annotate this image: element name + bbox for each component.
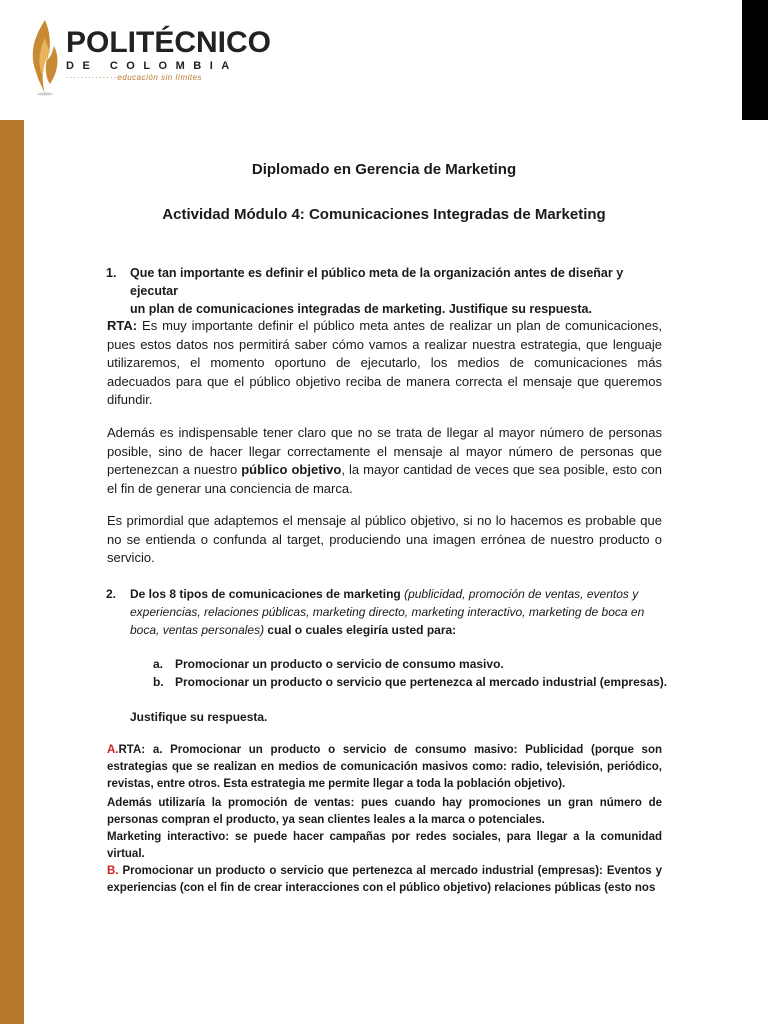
side-accent-bar [0, 120, 24, 1024]
answer-1-paragraph-2: Además es indispensable tener claro que no se trata de llegar al mayor número de personas posible, sino de hacer llegar correctamente el mensaje al mayor número de personas que pertenezcan a nuestro público objetivo, la mayor cantidad de veces que sea posible, esto con el fin de generar una conciencia de marca. [107, 425, 663, 496]
answer-2-a-3: Marketing interactivo: se puede hacer campañas por redes sociales, para llegar a la comunidad virtual. [107, 831, 662, 860]
option-a: a. Promocionar un producto o servicio de consumo masivo. [153, 657, 504, 671]
logo-tagline: ··············educación sin límites [66, 73, 203, 82]
answer-2-a: A.RTA: a. Promocionar un producto o servicio de consumo masivo: Publicidad (porque son estrategias que se realizan en medios de comunicación masivos como: radio, televisión, periódico, revistas, entre otros. Esta estrategia me permite llegar a toda la población objetivo). [107, 744, 662, 790]
answer-1-paragraph-3: Es primordial que adaptemos el mensaje al público objetivo, si no lo hacemos es probable que no se entienda o confunda al target, produciendo una imagen errónea de nuestro producto o servicio. [107, 513, 662, 565]
logo-sub: DE COLOMBIA [66, 60, 238, 72]
option-b: b. Promocionar un producto o servicio que pertenezca al mercado industrial (empresas). [153, 675, 668, 689]
politecnico-logo [28, 18, 272, 98]
rta-label: RTA: [107, 318, 138, 333]
document-title: Diplomado en Gerencia de Marketing [251, 161, 517, 178]
activity-title: Actividad Módulo 4: Comunicaciones Integradas de Marketing [162, 206, 606, 223]
answer-1-paragraph-1: RTA: Es muy importante definir el público meta antes de realizar un plan de comunicaciones, pues estos datos nos permitirá saber cómo vamos a realizar nuestra estrategia, que lenguaje utilizaremos, el momento oportuno de ejecutarlo, los medios de comunicaciones más adecuados para que el público objetivo reciba de manera correcta el mensaje que queremos difundir. [107, 318, 663, 407]
corner-block [742, 0, 768, 120]
question-2: 2. De los 8 tipos de comunicaciones de marketing (publicidad, promoción de ventas, eventos y experiencias, relaciones públicas, marketing directo, marketing interactivo, marketing de boca en boca, ventas personales) cual o cuales elegiría usted para: [106, 587, 645, 637]
justify-prompt: Justifique su respuesta. [130, 710, 268, 724]
answer-2-a-2: Además utilizaría la promoción de ventas: pues cuando hay promociones un gran número de personas compran el producto, ya sean clientes leales a la marca o potenciales. [107, 797, 662, 826]
question-1: 1. Que tan importante es definir el público meta de la organización antes de diseñar y ejecutar un plan de comunicaciones integradas de marketing. Justifique su respuesta. [106, 266, 624, 316]
logo-name: POLITÉCNICO [66, 26, 272, 59]
flame-icon [28, 18, 62, 96]
answer-2-b: B. Promocionar un producto o servicio que pertenezca al mercado industrial (empresas): Eventos y experiencias (con el fin de crear interacciones con el público objetivo) relaciones públicas (esto nos [107, 865, 662, 894]
